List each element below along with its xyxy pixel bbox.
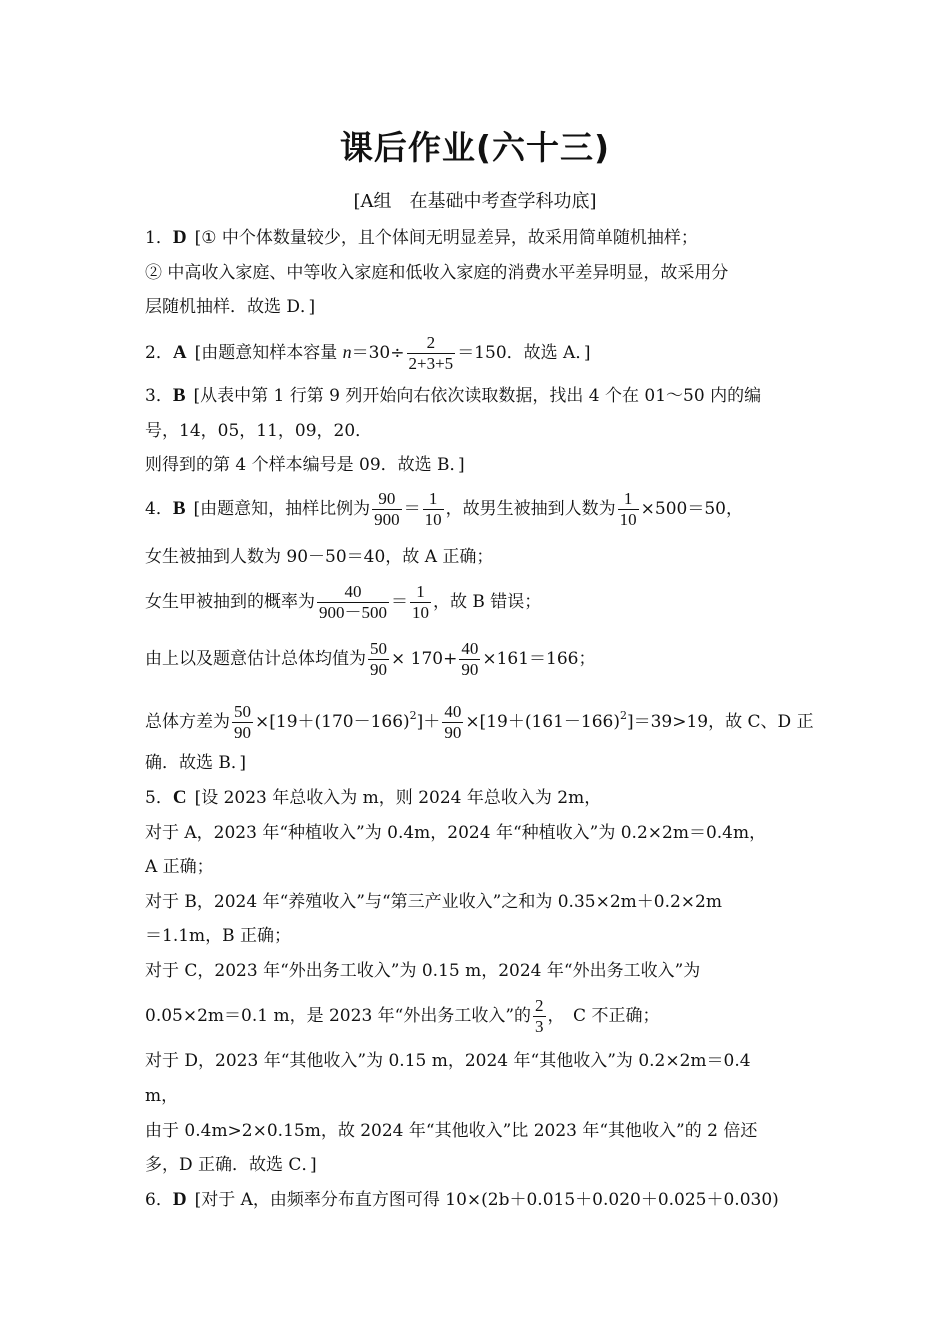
- q4-l3-frac-2: [410, 582, 431, 623]
- q4-line-2: 女生被抽到人数为 90－50＝40，故 A 正确；: [145, 547, 494, 567]
- q4-l3-frac-1-num: 40: [317, 582, 389, 603]
- q4-l3-post: ，故 B 错误；: [433, 592, 542, 612]
- q5-l7-pre: 0.05×2m＝0.1 m，是 2023 年“外出务工收入”的: [145, 1006, 532, 1026]
- q4-l5-frac-1: [232, 702, 253, 743]
- q3-line-2: 号，14，05，11，09，20．: [145, 421, 373, 441]
- q4-l5-sup-1: 2: [409, 709, 417, 722]
- q4-l1-pre: [由题意知，抽样比例为: [193, 499, 371, 519]
- q1-answer: D: [172, 227, 187, 248]
- q5-line-11: 多，D 正确．故选 C．]: [145, 1155, 317, 1175]
- q4-l4-mid: × 170+: [391, 649, 458, 669]
- q1-line-3: 层随机抽样．故选 D．]: [145, 297, 316, 317]
- q5-line-9: m，: [145, 1086, 179, 1106]
- q4-l3-frac-1: [317, 582, 389, 623]
- q5-l7-frac: [533, 996, 546, 1037]
- q5-answer: C: [172, 787, 187, 808]
- q6-line-1: [145, 1188, 810, 1212]
- q4-l5-frac-2-den: 90: [444, 723, 462, 742]
- q2-variable: n: [342, 342, 352, 362]
- q5-line-2: 对于 A，2023 年“种植收入”为 0.4m，2024 年“种植收入”为 0.2×2m＝0.4m，: [145, 823, 767, 843]
- q5-line-1: [145, 786, 810, 810]
- q4-l5-frac-1-num: 50: [234, 702, 251, 721]
- q2-line-1: [145, 330, 810, 375]
- q3-line-3: 则得到的第 4 个样本编号是 09．故选 B．]: [145, 455, 465, 475]
- q4-l3-pre: 女生甲被抽到的概率为: [145, 592, 315, 612]
- q5-l7-post: ， C 不正确；: [547, 1006, 660, 1026]
- q4-l1-frac-2: [423, 489, 444, 530]
- q4-l5-post: ]＝39>19，故 C、D 正: [626, 712, 814, 732]
- q1-line-1: [145, 226, 810, 250]
- q4-l4-frac-1-num: 50: [370, 639, 387, 658]
- q1-number: 1．: [145, 228, 173, 248]
- q4-l4-frac-1: [368, 639, 389, 680]
- q5-line-3: A 正确；: [145, 857, 214, 877]
- q4-l5-frac-1-den: 90: [234, 723, 251, 742]
- q5-line-6: 对于 C，2023 年“外出务工收入”为 0.15 m，2024 年“外出务工收入”为: [145, 961, 701, 981]
- q2-fraction: [407, 333, 456, 374]
- q4-l1-frac-1-num: 90: [372, 489, 402, 510]
- q3-text-1: [从表中第 1 行第 9 列开始向右依次读取数据，找出 4 个在 01～50 内的编: [193, 386, 762, 406]
- q1-line-2: ② 中高收入家庭、中等收入家庭和低收入家庭的消费水平差异明显，故采用分: [145, 263, 729, 283]
- q2-answer: A: [172, 342, 187, 363]
- q4-l4-frac-1-den: 90: [370, 660, 387, 679]
- q3-line-1: [145, 384, 810, 408]
- q6-text-1: [对于 A，由频率分布直方图可得 10×(2b＋0.015＋0.020＋0.025＋0.030): [194, 1190, 779, 1210]
- q5-line-8: 对于 D，2023 年“其他收入”为 0.15 m，2024 年“其他收入”为 0.2×2m＝0.4: [145, 1051, 751, 1071]
- q4-l5-frac-2: [442, 702, 463, 743]
- q4-number: 4．: [145, 499, 173, 519]
- section-subtitle: [A组 在基础中考查学科功底]: [353, 191, 597, 212]
- q4-l3-eq: ＝: [391, 592, 408, 612]
- q4-l1-mid: ，故男生被抽到人数为: [445, 499, 616, 519]
- q4-line-5: [145, 694, 814, 744]
- q2-number: 2．: [145, 343, 173, 363]
- q2-text-pre: [由题意知样本容量: [194, 343, 343, 363]
- q6-number: 6．: [145, 1190, 173, 1210]
- q4-l1-frac-3-den: 10: [619, 510, 637, 529]
- q4-l5-frac-2-num: 40: [444, 702, 462, 721]
- q2-text-post: ＝150．故选 A．]: [457, 343, 591, 363]
- q5-line-10: 由于 0.4m>2×0.15m，故 2024 年“其他收入”比 2023 年“其他收入”的 2 倍还: [145, 1121, 758, 1141]
- q4-l4-post: ×161＝166；: [482, 649, 596, 669]
- q5-number: 5．: [145, 788, 173, 808]
- q4-l1-frac-2-den: 10: [424, 510, 442, 529]
- q4-line-1: [145, 487, 810, 531]
- q4-l3-frac-2-den: 10: [412, 603, 429, 622]
- q5-l7-frac-num: 2: [535, 996, 544, 1015]
- q4-line-6: 确．故选 B．]: [145, 753, 247, 773]
- q4-l1-frac-3-num: 1: [618, 489, 639, 510]
- q4-l3-frac-1-den: 900－500: [319, 603, 387, 622]
- q4-l1-post: ×500＝50，: [640, 499, 743, 519]
- q5-l7-frac-den: 3: [535, 1017, 544, 1036]
- q4-l4-frac-2-den: 90: [461, 660, 479, 679]
- q2-frac-den: 2+3+5: [408, 354, 454, 373]
- q4-l1-frac-2-num: 1: [423, 489, 444, 510]
- q4-l5-mid-2: ]＋: [416, 712, 441, 732]
- q4-l1-eq: ＝: [403, 499, 421, 519]
- q2-frac-num: 2: [407, 333, 456, 354]
- q5-line-4: 对于 B，2024 年“养殖收入”与“第三产业收入”之和为 0.35×2m＋0.2×2m: [145, 892, 722, 912]
- q4-line-3: [145, 580, 810, 624]
- q4-l5-sup-2: 2: [619, 709, 627, 722]
- q4-l1-frac-3: [618, 489, 639, 530]
- q4-l5-mid-1: ×[19＋(170－166): [255, 712, 410, 732]
- q3-number: 3．: [145, 386, 173, 406]
- q4-l5-pre: 总体方差为: [145, 712, 230, 732]
- page-title: 课后作业(六十三): [339, 128, 611, 167]
- q4-line-4: [145, 637, 810, 681]
- q4-l3-frac-2-num: 1: [410, 582, 431, 603]
- q4-l4-frac-2: [459, 639, 480, 680]
- q4-l1-frac-1: [372, 489, 402, 530]
- q5-line-5: ＝1.1m，B 正确；: [145, 926, 292, 946]
- q1-text-1: [① 中个体数量较少，且个体间无明显差异，故采用简单随机抽样；: [194, 228, 698, 248]
- q4-l4-frac-2-num: 40: [461, 639, 479, 658]
- q4-l4-pre: 由上以及题意估计总体均值为: [145, 649, 366, 669]
- q5-line-7: [145, 994, 810, 1038]
- q5-text-1: [设 2023 年总收入为 m，则 2024 年总收入为 2m，: [194, 788, 602, 808]
- q4-l5-mid-3: ×[19＋(161－166): [465, 712, 620, 732]
- q4-l1-frac-1-den: 900: [374, 510, 400, 529]
- q4-answer: B: [172, 498, 186, 519]
- q3-answer: B: [172, 385, 186, 406]
- q6-answer: D: [172, 1189, 187, 1210]
- q2-text-mid: ＝30÷: [351, 343, 405, 363]
